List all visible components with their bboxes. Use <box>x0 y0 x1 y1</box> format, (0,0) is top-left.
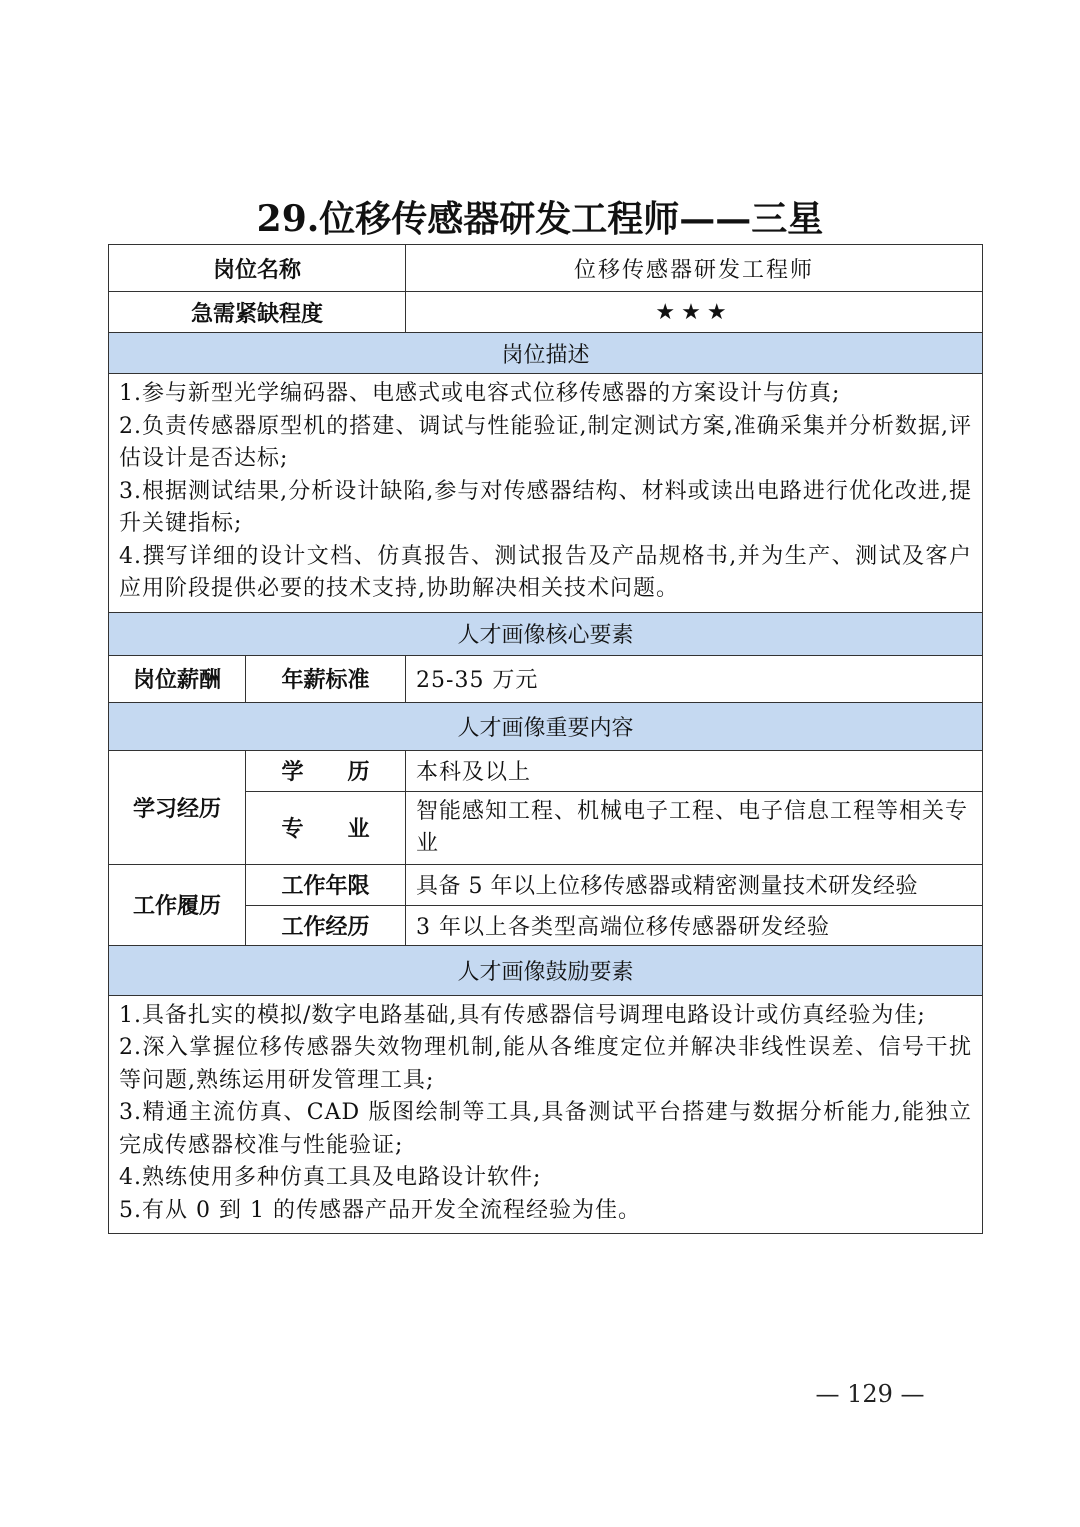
degree-value: 本科及以上 <box>406 750 983 791</box>
table-row <box>109 655 983 702</box>
list-item: 4.熟练使用多种仿真工具及电路设计软件; <box>119 1165 542 1190</box>
salary-label: 岗位薪酬 <box>109 655 246 702</box>
table-row <box>109 995 983 1234</box>
table-row <box>109 374 983 613</box>
work-experience-label: 工作经历 <box>246 905 406 945</box>
section-header-row <box>109 333 983 374</box>
encourage-block <box>109 995 983 1234</box>
section-description-header: 岗位描述 <box>109 333 983 374</box>
salary-standard-label: 年薪标准 <box>246 655 406 702</box>
position-name-value: 位移传感器研发工程师 <box>406 245 983 292</box>
work-experience-value: 3 年以上各类型高端位移传感器研发经验 <box>406 905 983 945</box>
section-core-header: 人才画像核心要素 <box>109 612 983 655</box>
list-item: 4.撰写详细的设计文档、仿真报告、测试报告及产品规格书,并为生产、测试及客户应用阶段提供必要的技术支持,协助解决相关技术问题。 <box>119 543 973 601</box>
list-item: 3.精通主流仿真、CAD 版图绘制等工具,具备测试平台搭建与数据分析能力,能独立完成传感器校准与性能验证; <box>119 1100 973 1158</box>
position-name-label: 岗位名称 <box>109 245 406 292</box>
list-item: 2.负责传感器原型机的搭建、调试与性能验证,制定测试方案,准确采集并分析数据,评估设计是否达标; <box>119 413 973 471</box>
list-item: 1.具备扎实的模拟/数字电路基础,具有传感器信号调理电路设计或仿真经验为佳; <box>119 1002 926 1028</box>
section-header-row <box>109 612 983 655</box>
section-encourage-header: 人才画像鼓励要素 <box>109 945 983 995</box>
urgency-stars: ★★★ <box>406 292 983 333</box>
job-profile-table <box>108 244 983 1234</box>
education-label: 学习经历 <box>109 750 246 864</box>
work-years-label: 工作年限 <box>246 864 406 905</box>
table-row <box>109 292 983 333</box>
table-row <box>109 864 983 905</box>
work-history-label: 工作履历 <box>109 864 246 945</box>
work-years-value: 具备 5 年以上位移传感器或精密测量技术研发经验 <box>406 864 983 905</box>
section-important-header: 人才画像重要内容 <box>109 702 983 750</box>
table-row <box>109 750 983 791</box>
major-value: 智能感知工程、机械电子工程、电子信息工程等相关专业 <box>406 791 983 864</box>
list-item: 2.深入掌握位移传感器失效物理机制,能从各维度定位并解决非线性误差、信号干扰等问题,熟练运用研发管理工具; <box>119 1035 973 1093</box>
table-row <box>109 245 983 292</box>
degree-label: 学 历 <box>246 750 406 791</box>
major-label: 专 业 <box>246 791 406 864</box>
page-number: — 129 — <box>815 1380 925 1408</box>
urgency-label: 急需紧缺程度 <box>109 292 406 333</box>
description-block <box>109 374 983 613</box>
list-item: 3.根据测试结果,分析设计缺陷,参与对传感器结构、材料或读出电路进行优化改进,提升关键指标; <box>119 478 973 536</box>
salary-value: 25-35 万元 <box>406 655 983 702</box>
section-header-row <box>109 945 983 995</box>
section-header-row <box>109 702 983 750</box>
list-item: 5.有从 0 到 1 的传感器产品开发全流程经验为佳。 <box>119 1197 641 1223</box>
page-title: 29.位移传感器研发工程师——三星 <box>256 198 824 240</box>
list-item: 1.参与新型光学编码器、电感式或电容式位移传感器的方案设计与仿真; <box>119 381 841 406</box>
